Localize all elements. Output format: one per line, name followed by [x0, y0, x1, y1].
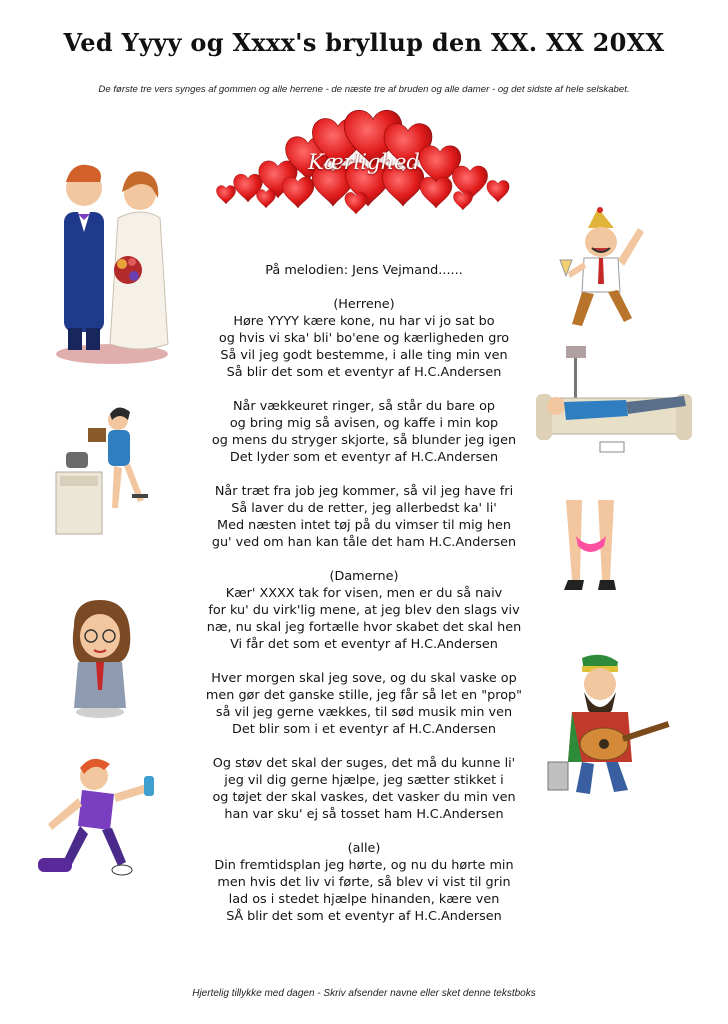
- page-subtitle: De første tre vers synges af gommen og alle herrene - de næste tre af bruden og alle damer - og det sidste af hele selskabet.: [98, 84, 630, 95]
- verse-line: han var sku' ej så tosset ham H.C.Andersen: [224, 807, 504, 822]
- housewife-cooking-illustration: [52, 398, 152, 538]
- verse-line: Så vil jeg godt bestemme, i alle ting min ven: [220, 348, 508, 363]
- verse-line: Så blir det som et eventyr af H.C.Andersen: [226, 365, 502, 380]
- verse-line: Med næsten intet tøj på du vimser til mig hen: [217, 518, 511, 533]
- verse-line: Høre YYYY kære kone, nu har vi jo sat bo: [233, 314, 495, 329]
- verse-line: næ, nu skal jeg fortælle hvor skabet det skal hen: [206, 620, 522, 635]
- verse-line: jeg vil dig gerne hjælpe, jeg sætter stikket i: [224, 773, 504, 788]
- hearts-banner-label: Kærlighed: [308, 150, 420, 174]
- verse-line: Det blir som i et eventyr af H.C.Andersen: [232, 722, 496, 737]
- verse-line: så vil jeg gerne vækkes, til sød musik min ven: [215, 705, 513, 720]
- verse-line: for ku' du virk'lig mene, at jeg blev den slags viv: [208, 603, 520, 618]
- verse-line: men gør det ganske stille, jeg får så let en "prop": [205, 688, 523, 703]
- verse-heading: (Damerne): [329, 569, 399, 584]
- verse-line: og bring mig så avisen, og kaffe i min kop: [229, 416, 499, 431]
- verse-line: Så laver du de retter, jeg allerbedst ka' li': [231, 501, 497, 516]
- verse-line: lad os i stedet hjælpe hinanden, kære ven: [228, 892, 500, 907]
- verse-line: Det lyder som et eventyr af H.C.Andersen: [229, 450, 499, 465]
- verse-heading: (Herrene): [333, 297, 395, 312]
- verse-line: SÅ blir det som et eventyr af H.C.Andersen: [226, 909, 502, 924]
- woman-with-glasses-illustration: [60, 596, 140, 720]
- verse-line: Hver morgen skal jeg sove, og du skal vaske op: [211, 671, 517, 686]
- footer-greeting: Hjertelig tillykke med dagen - Skriv afsender navne eller sket denne tekstboks: [192, 988, 536, 999]
- page-title: Ved Yyyy og Xxxx's bryllup den XX. XX 20XX: [63, 28, 665, 57]
- song-lyrics: [150, 262, 578, 925]
- verse-line: og tøjet der skal vaskes, det vasker du min ven: [212, 790, 516, 805]
- verse-line: Når vækkeuret ringer, så står du bare op: [232, 399, 496, 414]
- verse-line: Vi får det som et eventyr af H.C.Andersen: [230, 637, 498, 652]
- running-man-cleaning-illustration: [34, 754, 164, 888]
- verse-line: Og støv det skal der suges, det må du kunne li': [212, 756, 516, 771]
- verse-line: og hvis vi ska' bli' bo'ene og kærligheden gro: [218, 331, 510, 346]
- verse-line: men hvis det liv vi førte, så blev vi vist til grin: [217, 875, 511, 890]
- verse-line: Når træt fra job jeg kommer, så vil jeg have fri: [214, 484, 514, 499]
- verse-line: Din fremtidsplan jeg hørte, og nu du hørte min: [214, 858, 514, 873]
- verse-heading: (alle): [347, 841, 381, 856]
- verse-line: Kær' XXXX tak for visen, men er du så naiv: [225, 586, 503, 601]
- melody-note: På melodien: Jens Vejmand......: [265, 263, 463, 278]
- verse-line: og mens du stryger skjorte, så blunder jeg igen: [211, 433, 517, 448]
- verse-line: gu' ved om han kan tåle det ham H.C.Andersen: [211, 535, 517, 550]
